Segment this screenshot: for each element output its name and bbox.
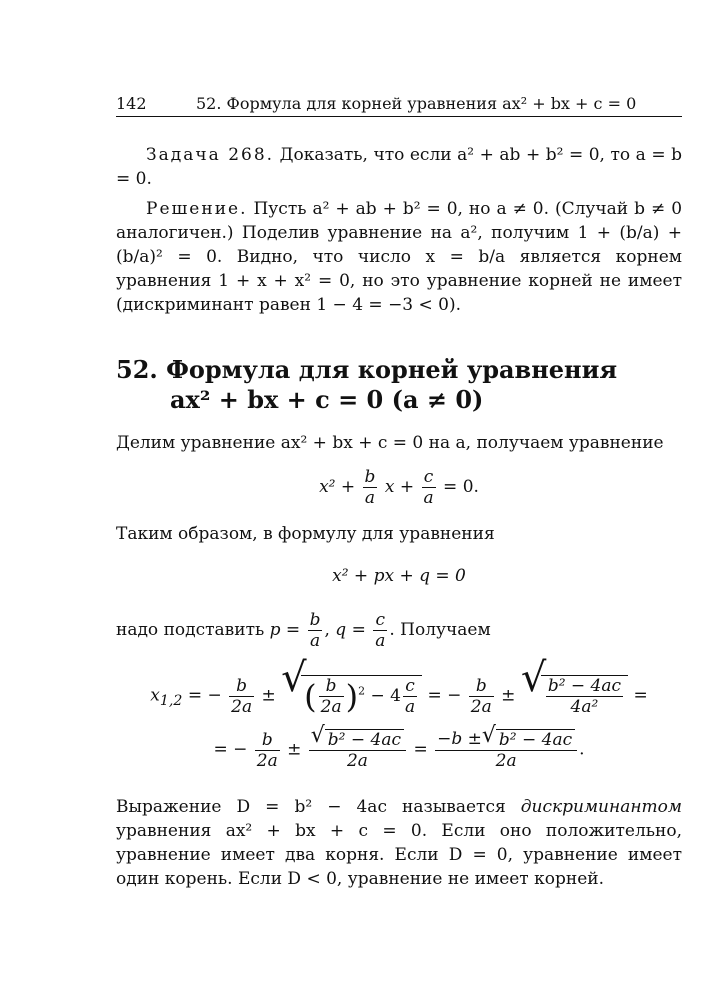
frac-num: b [229,676,254,697]
fraction-b-over-a [363,467,378,508]
frac-num [309,729,406,751]
text-fragment: надо подставить [116,620,265,640]
problem-label: Задача 268. [146,145,275,165]
frac-den: a [375,631,386,651]
problem-268 [116,143,682,191]
eq-term: , [324,620,330,640]
frac-den: 2a [470,696,492,717]
fraction-c-over-a [403,676,417,717]
section-title-line2: ax² + bx + c = 0 (a ≠ 0) [170,385,484,414]
eq-term: = − [213,739,248,760]
eq-term: p = [269,620,301,640]
eq-term: − 4 [370,686,401,706]
frac-num: b [364,467,376,487]
fraction-final [435,729,577,771]
text-fragment: уравнения ax² + bx + c = 0. Если оно положительно, уравнение имеет два корня. Если D = 0, уравнение имеет один корень. Если D < 0, уравнение не имеет корней. [116,821,682,889]
equation-normalized [116,467,682,508]
fraction-b-over-2a [229,676,254,717]
fraction-b-over-a [308,610,323,651]
running-title: 52. Формула для корней уравнения ax² + bx + c = 0 [196,94,637,113]
frac-den: a [309,631,321,651]
header-rule [116,116,682,117]
eq-term: q = [335,620,366,640]
paragraph-substitute [116,610,682,651]
frac-num: b [255,730,280,751]
frac-num: √ b² − 4ac [547,676,622,696]
text-fragment: Получаем [400,620,491,640]
eq-term: . [579,739,585,760]
frac-num: c [373,610,387,631]
frac-den: a [423,488,434,508]
paragraph-formula-intro: Таким образом, в формулу для уравнения [116,524,495,544]
section-heading [116,355,682,415]
eq-term: ± [287,739,302,760]
solution-text: Пусть a² + ab + b² = 0, но a ≠ 0. (Случай b ≠ 0 аналогичен.) Поделив уравнение на a², получим 1 + (b/a) + (b/a)² = 0. Видно, что число x = b/a является корнем уравнения 1 + x + x² = 0, но это уравнение корней не имеет (дискриминант равен 1 − 4 = −3 < 0). [116,199,683,315]
paren: ( [304,677,317,716]
solution [116,197,682,317]
eq-term: = 0. [443,477,479,497]
radical-disc: √ b² − 4ac [496,729,575,750]
frac-num: b [469,676,494,697]
frac-den: 2a [256,750,278,771]
eq-term: ± [501,685,516,706]
quadratic-formula-line1 [116,675,682,717]
eq-term: = [413,739,428,760]
eq-term: = [633,685,648,706]
frac-num: b [319,676,344,697]
eq-subscript: 1,2 [159,692,183,709]
eq-term: −b ± [437,729,482,749]
fraction-sqrtdisc-over-2a [309,729,406,771]
radical-1 [301,675,422,717]
frac-den: 4a² [570,697,599,717]
eq-term: = − [187,685,222,706]
fraction-b-over-2a [255,730,280,771]
solution-label: Решение. [146,199,248,219]
radical-disc: √ b² − 4ac [325,729,404,750]
page-number: 142 [116,94,147,113]
eq-term: x + [384,477,415,497]
term-discriminant: дискриминантом [520,797,682,817]
frac-den: 2a [320,697,342,717]
fraction-c-over-a [373,610,387,651]
eq-superscript: 2 [358,684,366,698]
frac-num: c [403,676,417,697]
paragraph-divide: Делим уравнение ax² + bx + c = 0 на a, получаем уравнение [116,433,664,453]
fraction-b-over-2a [319,676,344,717]
quadratic-formula-line2 [116,729,682,771]
radical-2 [541,675,628,717]
frac-num: c [422,467,436,488]
eq-term: x [150,685,160,706]
book-page [116,92,682,891]
running-header [116,92,682,114]
eq-term: x² + [319,477,356,497]
frac-num: b [309,610,321,630]
text-fragment: Выражение D = b² − 4ac называется [116,797,506,817]
section-title-line1: 52. Формула для корней уравнения [116,355,618,384]
frac-den: 2a [346,751,368,771]
paren: ) [345,677,359,716]
fraction-disc-over-4a2 [546,676,623,717]
eq-term: ± [261,685,276,706]
fraction-b-over-2a [469,676,494,717]
paragraph-discriminant [116,795,682,891]
frac-den: 2a [495,751,517,771]
frac-num [435,729,577,751]
frac-den: a [404,697,416,717]
fraction-c-over-a [422,467,436,508]
equation-reduced: x² + px + q = 0 [332,566,466,586]
eq-term: . [389,620,395,640]
eq-term: = − [427,685,462,706]
problem-text: Доказать, что если a² + ab + b² = 0, то a = b = 0. [116,145,682,189]
frac-den: 2a [231,696,253,717]
frac-den: a [364,488,376,508]
